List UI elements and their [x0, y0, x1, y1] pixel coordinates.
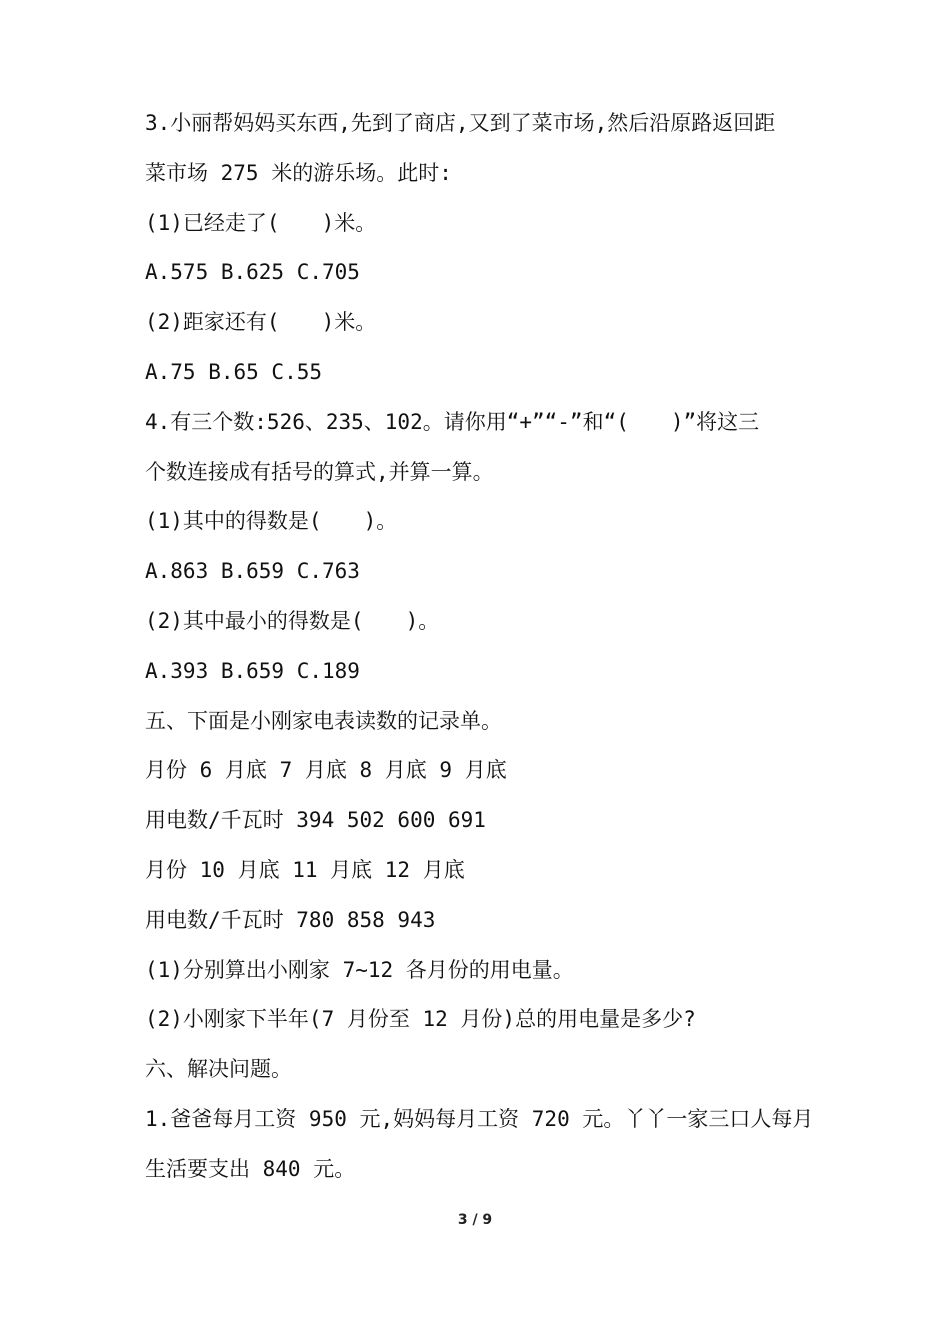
question-3-part-1: (1)已经走了( )米。 [145, 210, 377, 235]
section-5-part-1: (1)分别算出小刚家 7~12 各月份的用电量。 [145, 957, 574, 982]
question-4-line-2: 个数连接成有括号的算式,并算一算。 [145, 459, 494, 484]
section-5-heading: 五、下面是小刚家电表读数的记录单。 [145, 708, 502, 733]
section-6-heading: 六、解决问题。 [145, 1057, 292, 1082]
question-3-part-2: (2)距家还有( )米。 [145, 310, 377, 335]
question-3-part-2-options: A.75 B.65 C.55 [145, 359, 323, 384]
question-4-part-2-options: A.393 B.659 C.189 [145, 658, 360, 683]
section-6-question-1-line-2: 生活要支出 840 元。 [145, 1156, 356, 1181]
meter-table-months-row-1: 月份 6 月底 7 月底 8 月底 9 月底 [145, 758, 507, 783]
question-4-part-2: (2)其中最小的得数是( )。 [145, 608, 440, 633]
question-4-part-1: (1)其中的得数是( )。 [145, 509, 398, 534]
question-3-line-2: 菜市场 275 米的游乐场。此时: [145, 160, 452, 185]
document-body [145, 103, 815, 1199]
section-5-part-2: (2)小刚家下半年(7 月份至 12 月份)总的用电量是多少? [145, 1007, 696, 1032]
question-3-line-1: 3.小丽帮妈妈买东西,先到了商店,又到了菜市场,然后沿原路返回距 [145, 111, 776, 135]
question-3-part-1-options: A.575 B.625 C.705 [145, 260, 360, 285]
page-number: 3 / 9 [457, 1212, 493, 1228]
section-6-question-1-line-1: 1.爸爸每月工资 950 元,妈妈每月工资 720 元。丫丫一家三口人每月 [145, 1106, 814, 1131]
question-4-line-1: 4.有三个数:526、235、102。请你用“+”“-”和“( )”将这三 [145, 409, 760, 434]
meter-table-readings-row-1: 用电数/千瓦时 394 502 600 691 [145, 808, 486, 833]
meter-table-months-row-2: 月份 10 月底 11 月底 12 月底 [145, 857, 465, 882]
question-4-part-1-options: A.863 B.659 C.763 [145, 559, 360, 584]
meter-table-readings-row-2: 用电数/千瓦时 780 858 943 [145, 907, 436, 932]
